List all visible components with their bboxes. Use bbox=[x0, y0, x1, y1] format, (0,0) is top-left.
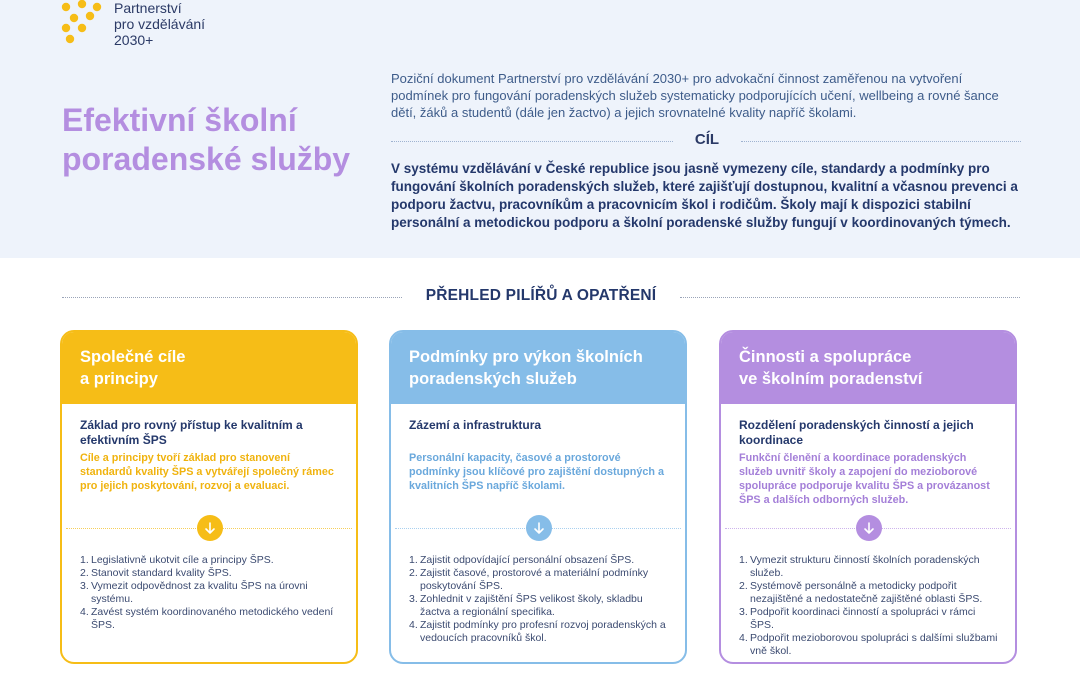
partnership-logo[interactable] bbox=[60, 0, 260, 50]
card-subtitle: Základ pro rovný přístup ke kvalitním a efektivním ŠPS bbox=[80, 418, 303, 447]
card-subtitle: Rozdělení poradenských činností a jejich koordinace bbox=[739, 418, 974, 447]
page-title bbox=[62, 101, 372, 179]
list-item bbox=[409, 619, 671, 645]
list-item-text: Zajistit podmínky pro profesní rozvoj poradenských a vedoucích pracovníků škol. bbox=[420, 619, 666, 644]
list-item-text: Podpořit mezioborovou spolupráci s dalšími službami vně škol. bbox=[750, 632, 998, 657]
goal-text: V systému vzdělávání v České republice jsou jasně vymezeny cíle, standardy a podmínky pro fungování školních poradenských služeb, které zajišťují dostupnou, kvalitní a včasnou prevenci a podporu žactvu, pracovníkům a pracovnicím škol i rodičům. Školy mají k dispozici stabilní personální a metodickou podporu a školní poradenské služby fungují v koordinovaných týmech. bbox=[391, 161, 1018, 230]
list-item bbox=[739, 632, 1001, 658]
list-item-text: Systémově personálně a metodicky podpořit nezajištěné a nedostatečně zajištěné oblasti ŠPS. bbox=[750, 580, 983, 605]
arrow-down-icon bbox=[197, 515, 223, 541]
pillar-card-activities bbox=[719, 330, 1017, 664]
logo-line: pro vzdělávání bbox=[114, 16, 206, 32]
dotted-divider bbox=[741, 141, 1021, 142]
list-item-text: Vymezit odpovědnost za kvalitu ŠPS na úrovni systému. bbox=[91, 580, 308, 605]
list-item bbox=[739, 580, 1001, 606]
list-item bbox=[80, 554, 342, 567]
measures-list bbox=[739, 554, 1001, 658]
goal-label: CÍL bbox=[694, 131, 720, 148]
card-description: Personální kapacity, časové a prostorové podmínky jsou klíčové pro zajištění dostupných a kvalitních ŠPS napříč školami. bbox=[409, 452, 664, 492]
dotted-divider bbox=[62, 297, 402, 298]
card-subtitle: Zázemí a infrastruktura bbox=[409, 418, 542, 432]
list-item-text: Stanovit standard kvality ŠPS. bbox=[91, 567, 232, 579]
card-header bbox=[721, 332, 1015, 404]
measures-list bbox=[80, 554, 342, 632]
header-band bbox=[0, 0, 1080, 258]
arrow-down-icon bbox=[526, 515, 552, 541]
list-item bbox=[80, 580, 342, 606]
list-item-number: 3. bbox=[739, 606, 748, 618]
list-item bbox=[739, 606, 1001, 632]
card-title-line: Činnosti a spolupráce bbox=[739, 348, 912, 366]
dotted-divider bbox=[680, 297, 1020, 298]
list-item-text: Legislativně ukotvit cíle a principy ŠPS. bbox=[91, 554, 274, 566]
measures-list bbox=[409, 554, 671, 645]
list-item bbox=[409, 554, 671, 567]
overview-heading bbox=[62, 286, 1020, 308]
card-title-line: ve školním poradenství bbox=[739, 370, 923, 388]
pillar-card-common-goals bbox=[60, 330, 358, 664]
card-header bbox=[62, 332, 356, 404]
card-description: Funkční členění a koordinace poradenských služeb uvnitř školy a zapojení do mezioborové spolupráce podporuje kvalitu ŠPS a provázanost ŠPS a dalších odborných služeb. bbox=[739, 452, 990, 506]
card-header bbox=[391, 332, 685, 404]
list-item-number: 2. bbox=[739, 580, 748, 592]
dotted-divider bbox=[391, 141, 673, 142]
list-item-number: 2. bbox=[80, 567, 89, 579]
arrow-down-icon bbox=[856, 515, 882, 541]
list-item bbox=[409, 567, 671, 593]
list-item-text: Zajistit časové, prostorové a materiální podmínky poskytování ŠPS. bbox=[420, 567, 649, 592]
list-item-number: 2. bbox=[409, 567, 418, 579]
page-title-line: Efektivní školní bbox=[62, 102, 297, 138]
dots-logo-icon bbox=[60, 0, 110, 46]
list-item-text: Podpořit koordinaci činností a spolupráci v rámci ŠPS. bbox=[750, 606, 976, 631]
list-item bbox=[80, 606, 342, 632]
list-item-text: Zavést systém koordinovaného metodického vedení ŠPS. bbox=[91, 606, 334, 631]
list-item bbox=[80, 567, 342, 580]
card-title-line: poradenských služeb bbox=[409, 370, 577, 388]
list-item-number: 4. bbox=[739, 632, 748, 644]
list-item-text: Zajistit odpovídající personální obsazení ŠPS. bbox=[420, 554, 635, 566]
goal-heading bbox=[391, 131, 1021, 151]
pillar-card-conditions bbox=[389, 330, 687, 664]
list-item-number: 4. bbox=[80, 606, 89, 618]
list-item-number: 3. bbox=[80, 580, 89, 592]
overview-label: PŘEHLED PILÍŘŮ A OPATŘENÍ bbox=[425, 287, 657, 304]
card-title-line: Společné cíle bbox=[80, 348, 186, 366]
page-title-line: poradenské služby bbox=[62, 141, 351, 177]
card-title-line: a principy bbox=[80, 370, 158, 388]
intro-paragraph: Poziční dokument Partnerství pro vzdělávání 2030+ pro advokační činnost zaměřenou na vytvoření podmínek pro fungování poradenských služeb systematicky podporujících učení, wellbeing a rovné šance dětí, žáků a studentů (dále jen žactvo) a jejich srovnatelné kvality napříč školami. bbox=[391, 71, 999, 120]
list-item-number: 3. bbox=[409, 593, 418, 605]
card-description: Cíle a principy tvoří základ pro stanovení standardů kvality ŠPS a vytvářejí společný rámec pro jejich poskytování, rozvoj a evaluaci. bbox=[80, 452, 334, 492]
logo-line: 2030+ bbox=[114, 32, 154, 48]
list-item-number: 1. bbox=[409, 554, 418, 566]
logo-wordmark bbox=[114, 0, 205, 48]
card-title-line: Podmínky pro výkon školních bbox=[409, 348, 643, 366]
list-item-text: Vymezit strukturu činností školních poradenských služeb. bbox=[750, 554, 980, 579]
logo-line: Partnerství bbox=[114, 0, 182, 16]
list-item bbox=[739, 554, 1001, 580]
list-item bbox=[409, 593, 671, 619]
list-item-number: 1. bbox=[739, 554, 748, 566]
list-item-number: 4. bbox=[409, 619, 418, 631]
list-item-number: 1. bbox=[80, 554, 89, 566]
list-item-text: Zohlednit v zajištění ŠPS velikost školy, skladbu žactva a regionální specifika. bbox=[420, 593, 643, 618]
